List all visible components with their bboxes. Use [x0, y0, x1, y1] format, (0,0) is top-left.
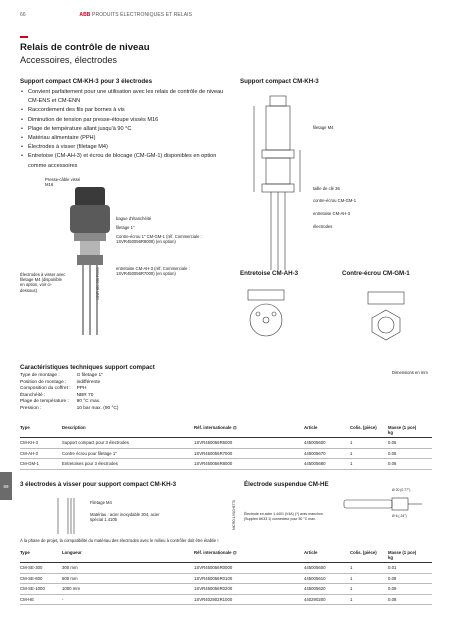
spec-label: Type de montage : — [20, 373, 60, 378]
cell-article: 440290200 — [304, 594, 350, 605]
cell-mass: 0.01 — [388, 563, 432, 574]
spec-label: Étanchéité : — [20, 392, 46, 398]
cell-ref: 1SVR450056R0000 — [194, 563, 304, 574]
electrode-rod — [89, 265, 91, 335]
nut-top-outline — [372, 310, 400, 340]
cell-qty: 1 — [350, 584, 388, 595]
cell-article: 445005600 — [304, 438, 350, 449]
table-header-row — [20, 549, 432, 563]
feature-item: • Diminution de tension par presse-étoupe vissés M16 — [20, 116, 232, 125]
col-description: Description — [62, 424, 194, 438]
cell-length: - — [62, 594, 194, 605]
suspended-note: Électrode en acier 1.4401 (V4A) (?) avec manchon (Supplen 6K33 1) connecteur pour 50 °C max. — [244, 512, 323, 521]
feature-item: • Plage de température allant jusqu'à 90 °C — [20, 125, 232, 134]
cell-ref: 1SVR450056R8000 — [194, 459, 304, 470]
spec-label: Composition du coffret : — [20, 386, 71, 391]
cell-qty: 1 — [350, 459, 388, 470]
cell-qty: 1 — [350, 594, 388, 605]
section-name: PRODUITS ÉLECTRONIQUES ET RELAIS — [92, 12, 193, 18]
cell-type: CM-SE-600 — [20, 573, 62, 584]
cell-type: CM-SE-300 — [20, 563, 62, 574]
cell-type: CM-KH-3 — [20, 438, 62, 449]
specs-table — [20, 373, 125, 412]
thread-outline — [266, 158, 290, 184]
cell-qty: 1 — [350, 573, 388, 584]
spacer-top-outline — [250, 304, 282, 336]
col-qty: Colis. (pièce) — [350, 424, 388, 438]
col-mass — [388, 549, 432, 563]
collar-outline — [262, 150, 294, 158]
dim-diameter-6: Ø 6 (.24") — [392, 514, 407, 518]
nut-side-outline — [368, 292, 404, 304]
cell-ref: 1SVR450056R0200 — [194, 584, 304, 595]
spec-value: 90 °C max. — [76, 399, 101, 404]
spacer-hole — [256, 312, 260, 316]
cell-ref: 1SVR450056R0100 — [194, 573, 304, 584]
cell-type: CM-SE-1000 — [20, 584, 62, 595]
spec-value: NBR 70 — [76, 392, 94, 398]
electrode-code: MICRO 1.5SCH6770 — [232, 500, 236, 530]
spec-value: indifférente — [76, 379, 101, 385]
spec-value: PPH — [76, 386, 87, 391]
spec-row — [20, 406, 125, 413]
table-row — [20, 584, 432, 595]
page-header — [20, 12, 192, 18]
thread-shape — [80, 241, 100, 255]
cell-ref: 1SVR450056R6000 — [194, 438, 304, 449]
cable-gland-shape — [75, 187, 105, 207]
feature-item: • Électrodes à visser (filetage M4) — [20, 143, 232, 152]
label-thread: filetage 1" — [116, 225, 135, 230]
table-row — [20, 448, 432, 459]
dims-note: Dimensions en mm — [392, 370, 428, 375]
cell-length: 600 mm — [62, 573, 194, 584]
page-title: Relais de contrôle de niveau — [20, 42, 150, 53]
col-length: Longueur — [62, 549, 194, 563]
cell-desc: Contre écrou pour filetage 1" — [62, 448, 194, 459]
spec-value: 10 bar max. (90 °C) — [76, 405, 119, 411]
cell-article: 445005680 — [304, 459, 350, 470]
label-cable-gland: Presse-câble vissé M16 — [45, 177, 81, 188]
col-article: Article — [304, 549, 350, 563]
spec-value: G filetage 1" — [76, 373, 103, 378]
col-ref: Réf. internationale @ — [194, 424, 304, 438]
page-subtitle: Accessoires, électrodes — [20, 55, 118, 65]
cell-article: 445005600 — [304, 563, 350, 574]
cell-mass: 0.06 — [388, 448, 432, 459]
feature-list — [20, 88, 232, 171]
cell-mass: 0.06 — [388, 438, 432, 449]
label-drawing-nut: contre-écrou CM-GM-1 — [313, 198, 357, 203]
spec-label: Plage de température : — [20, 399, 69, 404]
page-number: 66 — [20, 12, 26, 18]
table-row — [20, 563, 432, 574]
table-row — [20, 459, 432, 470]
spacer-side-outline — [248, 290, 284, 300]
spacer-hole — [263, 317, 269, 323]
holder-body-shape — [70, 205, 110, 233]
nut-heading: Contre-écrou CM-GM-1 — [342, 270, 410, 277]
col-type: Type — [20, 549, 62, 563]
label-m4: filetage M4 — [313, 125, 334, 130]
electrode-m4: Filetage M4 — [90, 500, 112, 505]
suspended-electrode-drawing — [340, 492, 440, 524]
feature-item: • Matériau alimentaire (PPH) — [20, 134, 232, 143]
dimension-drawing — [250, 92, 310, 272]
label-drawing-electrodes: électrodes — [313, 224, 333, 229]
mass-label: Masse (1 pce) — [388, 425, 417, 430]
electrodes-heading: 3 électrodes à visser pour support compact CM-KH-3 — [20, 481, 177, 488]
mass-label: Masse (1 pce) — [388, 550, 417, 555]
col-article: Article — [304, 424, 350, 438]
col-mass — [388, 424, 432, 438]
cell-mass: 0.09 — [388, 584, 432, 595]
cell-mass: 0.08 — [388, 594, 432, 605]
gland-outline — [270, 96, 286, 106]
col-type: Type — [20, 424, 62, 438]
label-spacer: entretoise CM-AH-3 (réf. Commerciale : 1SVR450056R7000) (en option) — [116, 266, 190, 277]
electrodes-table — [20, 549, 432, 605]
label-drawing-spacer: entretoise CM-AH-3 — [313, 211, 351, 216]
table-row — [20, 438, 432, 449]
dim-diameter-20: Ø 20 (0.77") — [392, 488, 411, 492]
label-electrodes: Électrodes à visser avec filetage M4 (disponible en option, voir ci-dessous) — [20, 272, 66, 293]
photo-code: 1SVR 450 056 F0000 — [96, 267, 100, 300]
cell-desc: Entretoises pour 3 électrodes — [62, 459, 194, 470]
feature-item: • Entretoise (CM-AH-3) et écrou de blocage (CM-GM-1) disponibles en option comme accessoires — [20, 152, 232, 170]
cell-qty: 1 — [350, 438, 388, 449]
label-wrench: taille de clé 36 — [313, 186, 340, 191]
accessory-drawings — [240, 282, 440, 342]
mass-unit: kg — [388, 555, 394, 560]
cell-mass: 0.06 — [388, 459, 432, 470]
nut-shape — [77, 255, 103, 265]
cell-mass: 0.08 — [388, 573, 432, 584]
label-nut: Contre-écrou 1" CM-GM-1 (réf. Commerciale : 1SVR450056R8000) (en option) — [116, 234, 202, 245]
col-qty: Colis. (pièce) — [350, 549, 388, 563]
spacer-hole — [272, 312, 276, 316]
electrode-rod — [82, 265, 84, 335]
product-photo — [60, 185, 130, 340]
chapter-tab: 69 — [0, 472, 12, 500]
cell-qty: 1 — [350, 448, 388, 459]
cell-qty: 1 — [350, 563, 388, 574]
compact-heading: Support compact CM-KH-3 pour 3 électrodes — [20, 78, 153, 85]
sleeve-outline — [392, 498, 408, 510]
feature-item: • Raccordement des fils par bornes à vis — [20, 106, 232, 115]
label-seal: bague d'étanchéité — [116, 216, 152, 221]
electrode-body-outline — [344, 500, 392, 508]
cell-ref: 1SVR450056R7000 — [194, 448, 304, 459]
spec-label: Pression : — [20, 405, 42, 411]
cell-article: 445005620 — [304, 584, 350, 595]
brand-name: ABB — [79, 12, 91, 18]
accent-bar — [20, 36, 28, 38]
col-ref: Réf. internationale @ — [194, 549, 304, 563]
compatibility-note: À la phase de projet, la compatibilité du matériau des électrodes avec le milieu à contrôler doit être établie ! — [20, 538, 219, 543]
nut-bore — [378, 317, 394, 333]
suspended-heading: Électrode suspendue CM-HE — [244, 481, 329, 488]
cell-article: 445005670 — [304, 448, 350, 459]
accessories-table — [20, 424, 432, 470]
cell-length: 300 mm — [62, 563, 194, 574]
cell-length: 1000 mm — [62, 584, 194, 595]
nut-outline — [262, 184, 294, 192]
feature-item: • Convient parfaitement pour une utilisation avec les relais de contrôle de niveau CM-ENS et CM-ENN — [20, 88, 232, 106]
table-row — [20, 594, 432, 605]
seal-shape — [74, 233, 106, 241]
electrode-material: Matériau : acier inoxydable 304, acier spécial 1.4105 — [90, 512, 160, 523]
cell-article: 445005610 — [304, 573, 350, 584]
table-row — [20, 573, 432, 584]
table-header-row — [20, 424, 432, 438]
cell-type: CM-HE — [20, 594, 62, 605]
specs-heading: Caractéristiques techniques support compact — [20, 364, 155, 371]
mass-unit: kg — [388, 430, 394, 435]
spacer-heading: Entretoise CM-AH-3 — [240, 270, 299, 277]
cell-desc: Support compact pour 3 électrodes — [62, 438, 194, 449]
housing-outline — [266, 106, 290, 150]
cell-type: CM-AH-3 — [20, 448, 62, 459]
cell-ref: 1SVR402902R1000 — [194, 594, 304, 605]
spec-label: Position de montage : — [20, 379, 67, 385]
cell-type: CM-GM-1 — [20, 459, 62, 470]
drawing-heading: Support compact CM-KH-3 — [240, 78, 319, 85]
